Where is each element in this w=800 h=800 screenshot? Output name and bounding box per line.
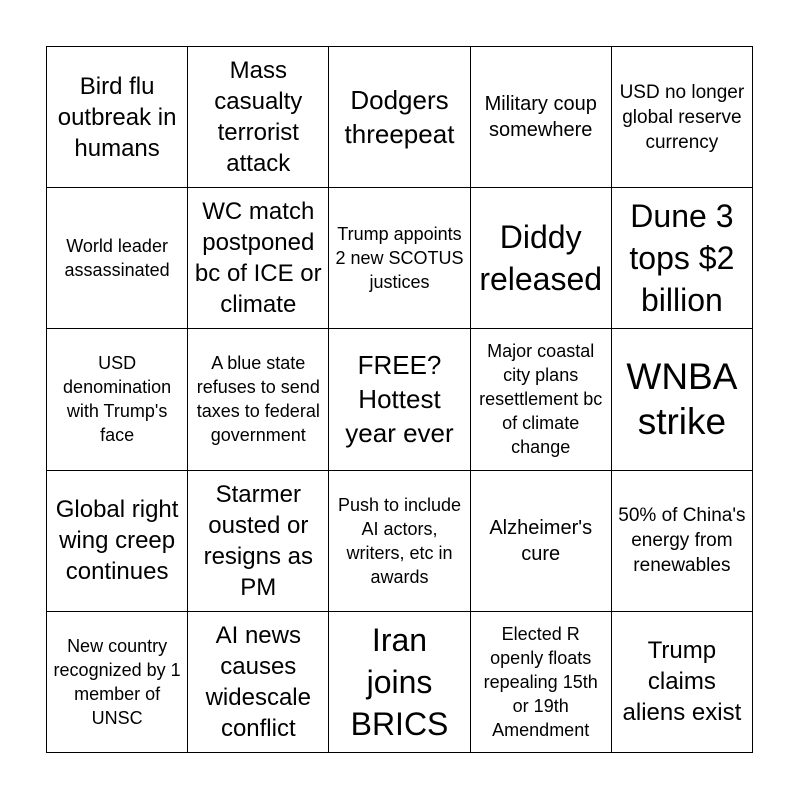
cell-label: Iran joins BRICS <box>350 621 449 742</box>
bingo-cell[interactable] <box>612 329 753 470</box>
cell-label: Diddy released <box>479 219 603 298</box>
bingo-cell[interactable] <box>612 471 753 612</box>
bingo-cell[interactable] <box>188 47 329 188</box>
bingo-cell[interactable] <box>612 612 753 753</box>
bingo-cell[interactable] <box>471 329 612 470</box>
bingo-cell[interactable] <box>47 471 188 612</box>
bingo-cell[interactable] <box>329 188 470 329</box>
bingo-cell[interactable] <box>188 471 329 612</box>
cell-label: Bird flu outbreak in humans <box>57 72 177 162</box>
bingo-cell[interactable] <box>471 188 612 329</box>
cell-label: USD denomination with Trump's face <box>63 353 172 446</box>
bingo-cell[interactable] <box>329 47 470 188</box>
cell-label: USD no longer global reserve currency <box>619 81 745 153</box>
bingo-cell[interactable] <box>471 47 612 188</box>
cell-label: Alzheimer's cure <box>489 516 593 565</box>
cell-label: Mass casualty terrorist attack <box>214 57 303 178</box>
free-space-cell[interactable] <box>329 329 470 470</box>
bingo-cell[interactable] <box>188 329 329 470</box>
cell-label: Global right wing creep continues <box>55 496 179 586</box>
cell-label: New country recognized by 1 member of UNSC <box>53 635 181 728</box>
cell-label: 50% of China's energy from renewables <box>618 505 746 577</box>
bingo-cell[interactable] <box>47 47 188 188</box>
bingo-cell[interactable] <box>329 471 470 612</box>
cell-label: WNBA strike <box>626 356 738 443</box>
bingo-cell[interactable] <box>47 188 188 329</box>
bingo-cell[interactable] <box>612 188 753 329</box>
cell-label: Dune 3 tops $2 billion <box>629 198 735 319</box>
bingo-cell[interactable] <box>612 47 753 188</box>
cell-label: AI news causes widescale conflict <box>205 621 311 742</box>
cell-label: A blue state refuses to send taxes to federal government <box>196 353 320 446</box>
cell-label: FREE? Hottest year ever <box>345 350 454 449</box>
cell-label: Trump appoints 2 new SCOTUS justices <box>335 224 464 293</box>
bingo-cell[interactable] <box>47 612 188 753</box>
cell-label: WC match postponed bc of ICE or climate <box>194 198 322 319</box>
bingo-board <box>46 46 753 753</box>
cell-label: Dodgers threepeat <box>344 85 455 150</box>
cell-label: World leader assassinated <box>64 236 170 281</box>
cell-label: Major coastal city plans resettlement bc of climate change <box>479 341 603 458</box>
bingo-cell[interactable] <box>47 329 188 470</box>
bingo-cell[interactable] <box>188 612 329 753</box>
cell-label: Trump claims aliens exist <box>622 637 742 727</box>
bingo-cell[interactable] <box>188 188 329 329</box>
cell-label: Elected R openly floats repealing 15th or 19th Amendment <box>483 623 598 740</box>
cell-label: Push to include AI actors, writers, etc in awards <box>337 494 462 587</box>
cell-label: Starmer ousted or resigns as PM <box>203 480 313 601</box>
bingo-cell[interactable] <box>471 612 612 753</box>
bingo-cell[interactable] <box>471 471 612 612</box>
bingo-cell[interactable] <box>329 612 470 753</box>
cell-label: Military coup somewhere <box>484 93 597 142</box>
